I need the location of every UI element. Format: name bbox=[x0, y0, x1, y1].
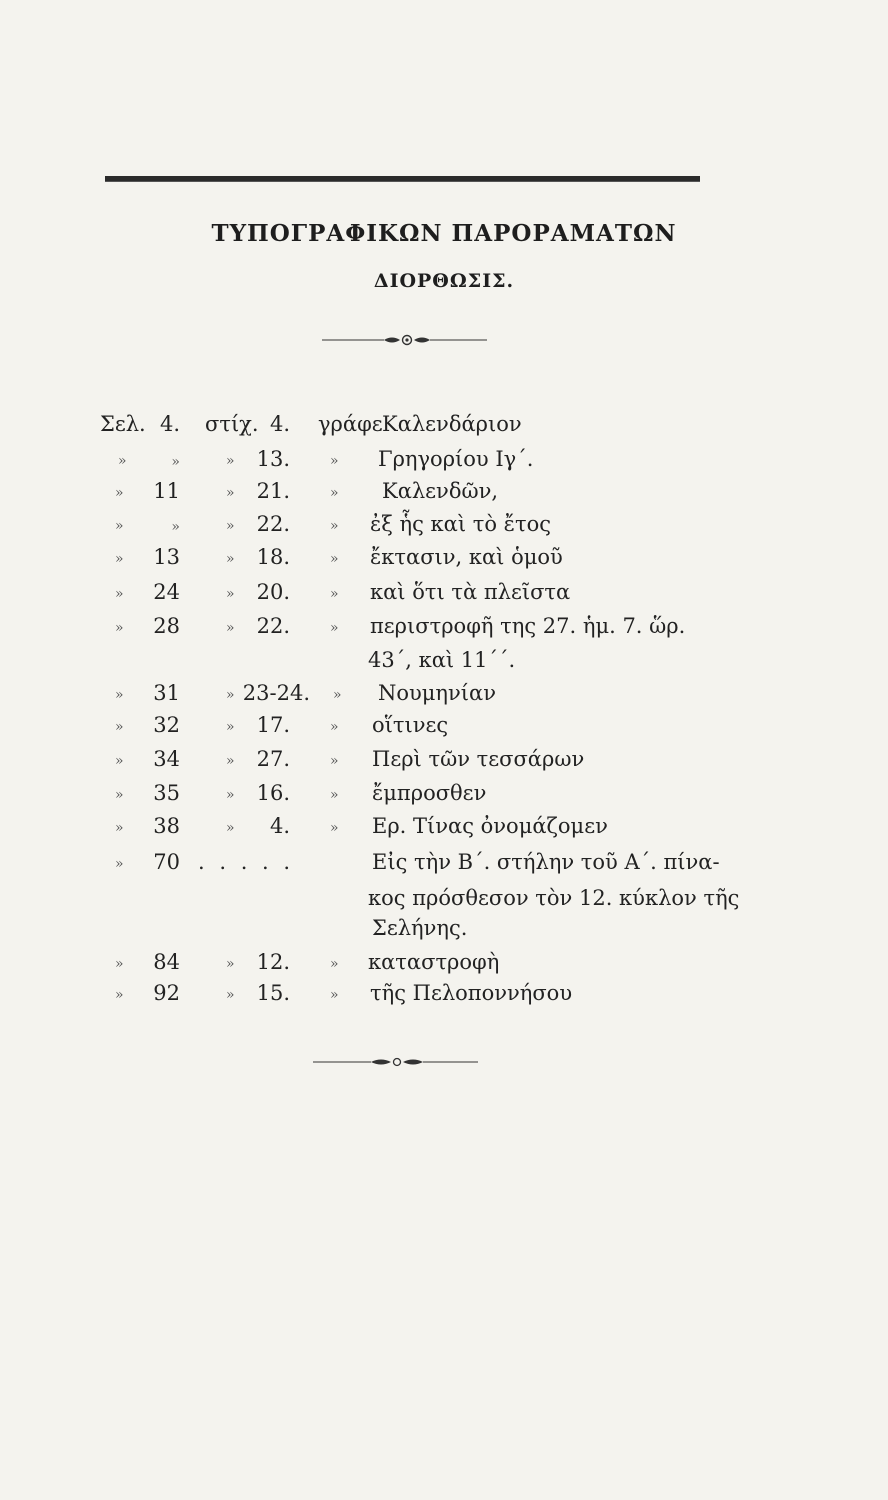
ditto-mark: » bbox=[118, 453, 127, 469]
page-number: 70 bbox=[153, 850, 180, 874]
page-number: 28 bbox=[153, 614, 180, 638]
correction-text-continuation: 43΄, καὶ 11΄΄. bbox=[368, 648, 516, 672]
ditto-mark: » bbox=[226, 987, 235, 1003]
ditto-mark: » bbox=[333, 687, 342, 703]
errata-row bbox=[0, 479, 888, 509]
page-number: 32 bbox=[153, 713, 180, 737]
page-title: ΤΥΠΟΓΡΑΦΙΚΩΝ ΠΑΡΟΡΑΜΑΤΩΝ bbox=[211, 220, 677, 247]
errata-row-continuation bbox=[0, 916, 888, 946]
line-number: 22. bbox=[256, 512, 290, 536]
ditto-mark: » bbox=[171, 519, 180, 535]
line-number: 4. bbox=[269, 814, 290, 838]
correction-text: Γρηγορίου Ιγ΄. bbox=[378, 447, 534, 471]
errata-row bbox=[0, 814, 888, 844]
ditto-mark: » bbox=[226, 620, 235, 636]
errata-row-continuation bbox=[0, 648, 888, 678]
ditto-mark: » bbox=[115, 687, 124, 703]
sel-label: Σελ. bbox=[100, 412, 146, 436]
page-number bbox=[100, 512, 180, 536]
grafe-label: γράφε bbox=[318, 412, 383, 436]
ditto-mark: » bbox=[330, 586, 339, 602]
errata-row bbox=[0, 713, 888, 743]
correction-text: Καλενδάριον bbox=[382, 412, 522, 436]
ditto-mark: » bbox=[330, 956, 339, 972]
ditto-mark: » bbox=[226, 586, 235, 602]
page-number: 38 bbox=[153, 814, 180, 838]
ditto-mark: » bbox=[115, 518, 124, 534]
errata-row bbox=[0, 545, 888, 575]
page-number: 13 bbox=[153, 545, 180, 569]
errata-row bbox=[0, 850, 888, 880]
ditto-mark: » bbox=[330, 620, 339, 636]
ditto-mark: » bbox=[115, 620, 124, 636]
ditto-mark: » bbox=[115, 719, 124, 735]
correction-text: Ερ. Τίνας ὀνομάζομεν bbox=[372, 814, 608, 838]
correction-text: ἔκτασιν, καὶ ὁμοῦ bbox=[370, 545, 563, 569]
correction-text: Καλενδῶν, bbox=[382, 479, 499, 503]
ditto-mark: » bbox=[115, 820, 124, 836]
ornament-divider-icon bbox=[313, 1054, 478, 1070]
correction-text: καὶ ὅτι τὰ πλεῖστα bbox=[370, 580, 571, 604]
ditto-mark: » bbox=[115, 856, 124, 872]
correction-text: ἔμπροσθεν bbox=[372, 781, 487, 805]
ditto-mark: » bbox=[226, 753, 235, 769]
correction-text-continuation: Σελήνης. bbox=[372, 916, 468, 940]
ditto-mark: » bbox=[330, 518, 339, 534]
line-number: 18. bbox=[256, 545, 290, 569]
ditto-mark: » bbox=[226, 719, 235, 735]
errata-row bbox=[0, 512, 888, 542]
page-number: 92 bbox=[153, 981, 180, 1005]
page-number: 24 bbox=[153, 580, 180, 604]
errata-row bbox=[0, 981, 888, 1011]
ditto-mark: » bbox=[226, 687, 235, 703]
page-number: 34 bbox=[153, 747, 180, 771]
ditto-mark: » bbox=[330, 987, 339, 1003]
errata-row bbox=[0, 447, 888, 477]
correction-text: οἵτινες bbox=[372, 713, 449, 737]
errata-row bbox=[0, 580, 888, 610]
line-number: 12. bbox=[256, 950, 290, 974]
ditto-mark: » bbox=[330, 551, 339, 567]
ditto-mark: » bbox=[226, 956, 235, 972]
line-number: 23-24. bbox=[242, 681, 310, 705]
line-number: 15. bbox=[256, 981, 290, 1005]
errata-row bbox=[0, 950, 888, 980]
ditto-mark: » bbox=[115, 787, 124, 803]
ditto-mark: » bbox=[115, 753, 124, 769]
errata-row bbox=[0, 412, 888, 442]
errata-row-continuation bbox=[0, 886, 888, 916]
correction-text: καταστροφὴ bbox=[368, 950, 500, 974]
correction-text-continuation: κος πρόσθεσον τὸν 12. κύκλον τῆς bbox=[368, 886, 740, 910]
ditto-mark: » bbox=[330, 753, 339, 769]
ditto-mark: » bbox=[115, 551, 124, 567]
page-number bbox=[100, 447, 180, 471]
line-number: 13. bbox=[256, 447, 290, 471]
line-number: 4. bbox=[269, 412, 290, 436]
line-number: 27. bbox=[256, 747, 290, 771]
ditto-mark: » bbox=[226, 787, 235, 803]
page-subtitle: ΔΙΟΡΘΩΣΙΣ. bbox=[373, 270, 515, 292]
stix-label: στίχ. bbox=[205, 412, 259, 436]
line-number: 17. bbox=[256, 713, 290, 737]
correction-text: Νουμηνίαν bbox=[378, 681, 496, 705]
correction-text: Περὶ τῶν τεσσάρων bbox=[372, 747, 585, 771]
ditto-mark: » bbox=[115, 485, 124, 501]
page-number: 4. bbox=[159, 412, 180, 436]
ditto-mark: » bbox=[330, 719, 339, 735]
errata-row bbox=[0, 614, 888, 644]
ditto-mark: » bbox=[226, 518, 235, 534]
correction-text: περιστροφῆ της 27. ἡμ. 7. ὥρ. bbox=[370, 614, 686, 638]
ditto-mark: » bbox=[115, 956, 124, 972]
line-number: 20. bbox=[256, 580, 290, 604]
page-number: 84 bbox=[153, 950, 180, 974]
line-number: 22. bbox=[256, 614, 290, 638]
correction-text: Εἰς τὴν Β΄. στήλην τοῦ Α΄. πίνα- bbox=[372, 850, 720, 874]
correction-text: τῆς Πελοποννήσου bbox=[370, 981, 573, 1005]
ditto-mark: » bbox=[226, 485, 235, 501]
ditto-mark: » bbox=[115, 987, 124, 1003]
page-number: 35 bbox=[153, 781, 180, 805]
ditto-mark: » bbox=[226, 820, 235, 836]
ditto-mark: » bbox=[226, 551, 235, 567]
correction-text: ἐξ ἧς καὶ τὸ ἔτος bbox=[370, 512, 551, 536]
line-number: . . . . . bbox=[198, 850, 295, 874]
ditto-mark: » bbox=[226, 453, 235, 469]
line-number: 21. bbox=[256, 479, 290, 503]
errata-row bbox=[0, 747, 888, 777]
errata-row bbox=[0, 681, 888, 711]
errata-row bbox=[0, 781, 888, 811]
line-number: 16. bbox=[256, 781, 290, 805]
ditto-mark: » bbox=[171, 454, 180, 470]
ditto-mark: » bbox=[330, 787, 339, 803]
ditto-mark: » bbox=[330, 485, 339, 501]
ditto-mark: » bbox=[330, 453, 339, 469]
ditto-mark: » bbox=[330, 820, 339, 836]
page-number: 31 bbox=[153, 681, 180, 705]
ditto-mark: » bbox=[115, 586, 124, 602]
page-number: 11 bbox=[153, 479, 180, 503]
